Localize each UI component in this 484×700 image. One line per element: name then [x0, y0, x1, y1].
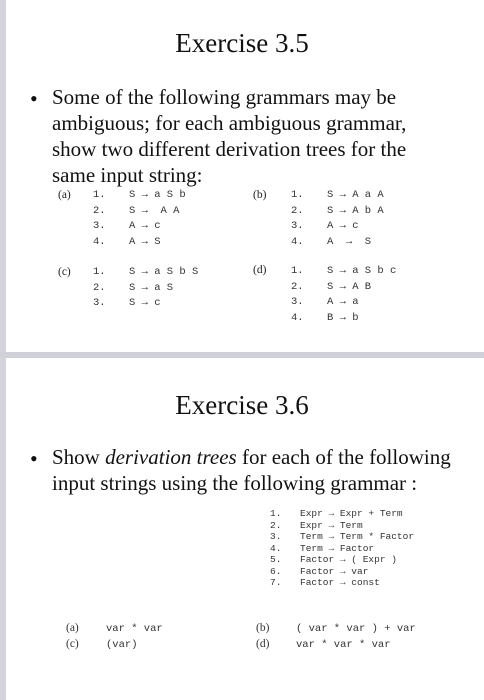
rule-text: S → A A: [129, 204, 180, 217]
rule-row: 2. S → A A: [93, 204, 180, 217]
rule-text: A → a: [327, 296, 359, 308]
rule-row: 3. A → c: [93, 220, 161, 232]
rule-row: 4. A → S: [93, 235, 161, 248]
rule-text: A → c: [327, 220, 359, 232]
rule-row: 7. Factor → const: [270, 577, 380, 588]
rule-row: 1. S → a S b c: [291, 265, 397, 277]
instruction-line: same input string:: [52, 163, 203, 187]
input-string: var * var: [106, 623, 163, 635]
input-row: [256, 622, 416, 638]
left-edge-bar: [0, 0, 6, 700]
rule-row: 1. Expr → Expr + Term: [270, 508, 403, 519]
input-string: (var): [106, 639, 138, 651]
bullet-dot-icon: •: [30, 86, 38, 111]
rule-row: 4. A → S: [291, 235, 372, 248]
rule-row: 1. S → a S b S: [93, 266, 199, 278]
rule-text: Factor → const: [300, 577, 380, 588]
rule-text: Expr → Expr + Term: [300, 508, 403, 519]
grammar-a-tag: (a): [58, 189, 71, 201]
rule-text: A → S: [129, 235, 161, 248]
input-string: var * var * var: [296, 639, 391, 651]
input-tag: (b): [256, 622, 270, 634]
rule-row: 2. S → A b A: [291, 204, 384, 217]
input-strings-left: [66, 622, 163, 654]
rule-text: Term → Term * Factor: [300, 531, 415, 542]
grammar-b-rules: [291, 188, 384, 250]
input-row: [66, 622, 163, 638]
grammar-d-tag: (d): [253, 264, 267, 276]
exercise-3-6-title: Exercise 3.6: [175, 390, 309, 420]
rule-row: 6. Factor → var: [270, 565, 369, 577]
grammar-c-tag: (c): [58, 266, 71, 278]
rule-row: 2. Expr → Term: [270, 519, 363, 531]
rule-text: B → b: [327, 311, 359, 324]
instruction-line: show two different derivation trees for the: [52, 137, 407, 161]
instruction-line: Show derivation trees for each of the following: [52, 445, 451, 469]
rule-text: S → a S b c: [327, 265, 397, 277]
rule-row: 1. S → a S b: [93, 189, 186, 201]
grammar-b-tag: (b): [253, 189, 267, 201]
instruction-line: input strings using the following grammar :: [52, 471, 418, 495]
rule-row: 4. Term → Factor: [270, 542, 375, 554]
input-tag: (a): [66, 622, 79, 634]
rule-row: 3. A → c: [291, 220, 359, 232]
emphasis-text: derivation trees: [105, 445, 237, 469]
rule-row: 2. S → A B: [291, 280, 372, 293]
exercise-3-6-instructions: [52, 444, 472, 496]
rule-text: S → A a A: [327, 189, 384, 201]
rule-row: 1. S → A a A: [291, 189, 384, 201]
input-row: [256, 638, 416, 654]
bullet-dot-icon: •: [30, 446, 38, 471]
input-tag: (d): [256, 638, 270, 650]
instruction-line: ambiguous; for each ambiguous grammar,: [52, 111, 407, 135]
input-tag: (c): [66, 638, 79, 650]
rule-row: 4. B → b: [291, 311, 359, 324]
rule-text: S → a S b: [129, 189, 186, 201]
rule-text: S → A b A: [327, 204, 384, 217]
rule-text: A → S: [327, 235, 372, 248]
exercise-3-5-title: Exercise 3.5: [175, 28, 309, 58]
input-row: [66, 638, 163, 654]
input-string: ( var * var ) + var: [296, 623, 416, 635]
rule-row: 3. Term → Term * Factor: [270, 531, 415, 542]
expression-grammar: [270, 508, 414, 589]
exercise-3-5-instructions: [52, 84, 472, 188]
grammar-d-rules: [291, 264, 396, 326]
instruction-line: Some of the following grammars may be: [52, 85, 397, 109]
rule-text: Expr → Term: [300, 519, 363, 531]
rule-row: 3. A → a: [291, 296, 359, 308]
rule-row: 5. Factor → ( Expr ): [270, 554, 397, 565]
rule-text: S → a S: [129, 281, 174, 294]
rule-text: Term → Factor: [300, 542, 375, 554]
slide-divider: [0, 352, 484, 358]
grammar-c-rules: [93, 265, 198, 312]
rule-text: S → c: [129, 297, 161, 309]
rule-text: Factor → var: [300, 565, 369, 577]
input-strings-right: [256, 622, 416, 654]
rule-text: Factor → ( Expr ): [300, 554, 397, 565]
rule-text: S → a S b S: [129, 266, 199, 278]
grammar-a-rules: [93, 188, 186, 250]
rule-text: A → c: [129, 220, 161, 232]
rule-row: 3. S → c: [93, 297, 161, 309]
rule-row: 2. S → a S: [93, 281, 174, 294]
rule-text: S → A B: [327, 280, 372, 293]
